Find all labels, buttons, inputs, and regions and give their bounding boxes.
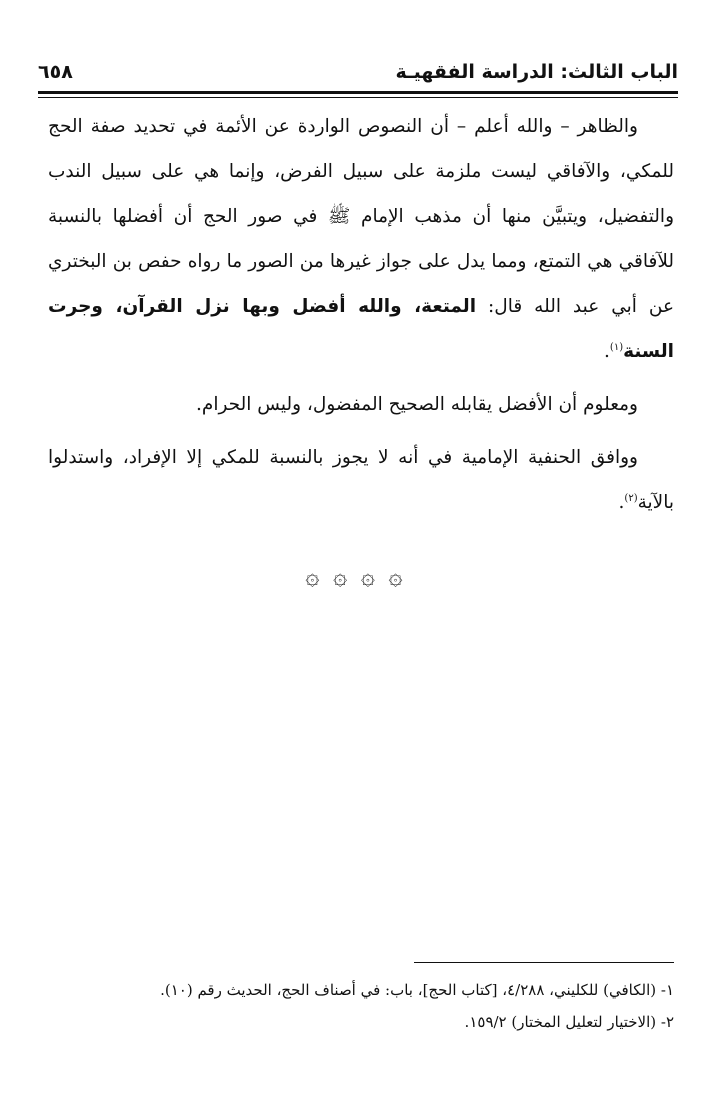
footnote-2: ٢- (الاختيار لتعليل المختار) ١٥٩/٢. bbox=[464, 1013, 674, 1031]
star-ornament-icon: ۞ bbox=[360, 562, 375, 590]
main-text bbox=[48, 104, 674, 525]
paragraph-3-text: ووافق الحنفية الإمامية في أنه لا يجوز بالنسبة للمكي إلا الإفراد، واستدلوا بالآية bbox=[48, 447, 674, 513]
header-rule-thick bbox=[38, 91, 678, 94]
paragraph-3 bbox=[48, 435, 674, 525]
paragraph-1-end: . bbox=[604, 341, 610, 362]
footnotes bbox=[40, 974, 674, 1038]
chapter-title: الباب الثالث: الدراسة الفقهيـة bbox=[395, 61, 678, 83]
paragraph-2: ومعلوم أن الأفضل يقابله الصحيح المفضول، وليس الحرام. bbox=[196, 394, 638, 415]
header-rule-thin bbox=[38, 97, 678, 98]
running-header bbox=[38, 52, 678, 90]
footnote-separator bbox=[414, 962, 674, 963]
hadith-quote: المتعة، والله أفضل وبها نزل القرآن، وجرت السنة bbox=[48, 296, 674, 362]
page-number: ٦٥٨ bbox=[38, 61, 73, 83]
paragraph-3-end: . bbox=[618, 492, 625, 513]
footnote-ref-1[interactable]: (١) bbox=[609, 341, 624, 353]
star-ornament-icon: ۞ bbox=[305, 562, 320, 590]
footnote-1: ١- (الكافي) للكليني، ٤/٢٨٨، [كتاب الحج]، باب: في أصناف الحج، الحديث رقم (١٠). bbox=[160, 981, 674, 999]
star-ornament-icon: ۞ bbox=[388, 562, 403, 590]
paragraph-1-text: والظاهر – والله أعلم – أن النصوص الواردة عن الأئمة في تحديد صفة الحج للمكي، والآفاقي ليست ملزمة على سبيل الفرض، وإنما هي على سبيل الندب والتفضيل، ويتبيَّن منها أن مذهب الإمام ﷺ في صور الحج أن أفضلها بالنسبة للآفاقي هي التمتع، ومما يدل على جواز غيرها من الصور ما رواه حفص بن البختري عن أبي عبد الله قال: bbox=[48, 116, 674, 317]
footnote-ref-2[interactable]: (٢) bbox=[624, 492, 638, 504]
star-ornament-icon: ۞ bbox=[333, 562, 348, 590]
section-ornament bbox=[0, 562, 708, 590]
paragraph-1 bbox=[48, 104, 674, 374]
